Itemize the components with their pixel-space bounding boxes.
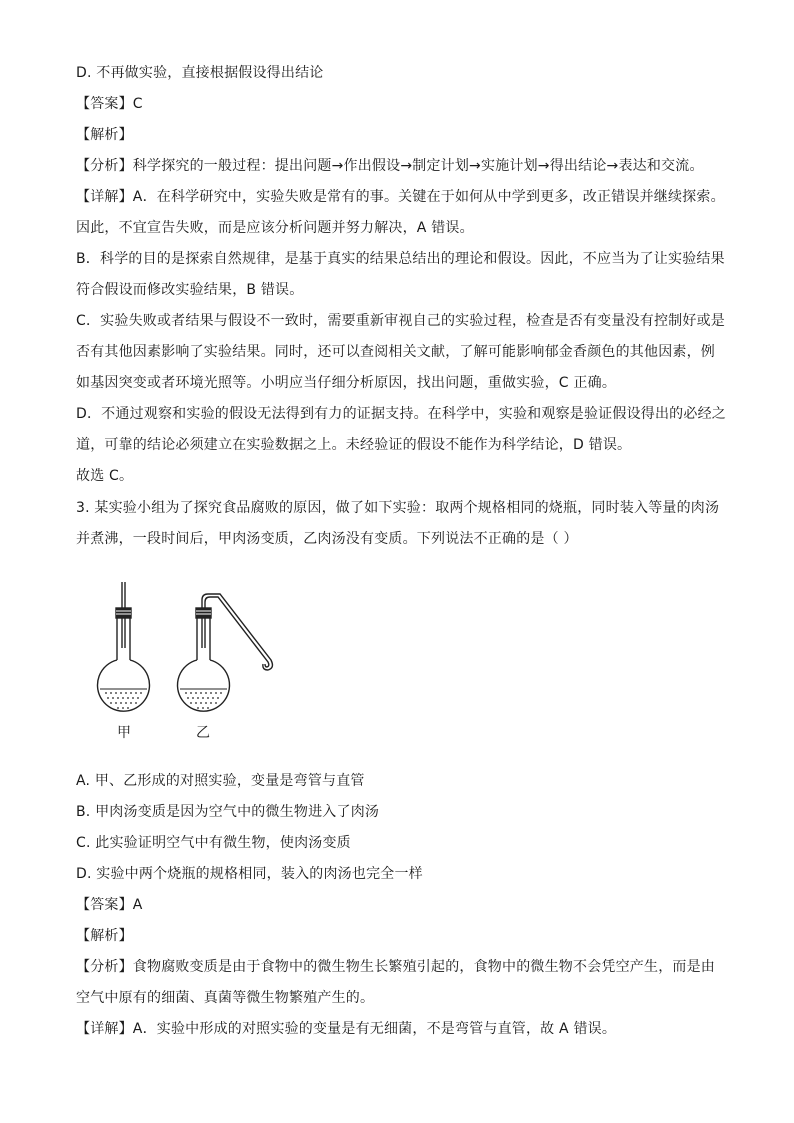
flask-label-jia: 甲 — [117, 725, 131, 741]
q2-detail-c-line1: C．实验失败或者结果与假设不一致时，需要重新审视自己的实验过程，检查是否有变量没有控制好或是 — [76, 313, 725, 329]
flask-label-yi: 乙 — [196, 725, 210, 741]
broth-jia — [105, 692, 142, 709]
broth-yi — [185, 692, 222, 709]
q2-detail-c-line2: 否有其他因素影响了实验结果。同时，还可以查阅相关文献，了解可能影响郁金香颜色的其他因素，例 — [76, 344, 715, 360]
q2-conclusion: 故选 C。 — [76, 468, 134, 484]
q3-stem-line2: 并煮沸，一段时间后，甲肉汤变质，乙肉汤没有变质。下列说法不正确的是（ ） — [76, 531, 578, 547]
q3-option-d: D. 实验中两个烧瓶的规格相同，装入的肉汤也完全一样 — [76, 866, 423, 882]
q3-answer: 【答案】A — [76, 897, 143, 913]
q2-option-d: D. 不再做实验，直接根据假设得出结论 — [76, 65, 324, 81]
q3-option-c: C. 此实验证明空气中有微生物，使肉汤变质 — [76, 835, 351, 851]
q3-option-b: B. 甲肉汤变质是因为空气中的微生物进入了肉汤 — [76, 804, 380, 820]
flask-experiment-figure — [96, 578, 286, 746]
q2-analysis-intro: 【分析】科学探究的一般过程：提出问题→作出假设→制定计划→实施计划→得出结论→表达和交流。 — [76, 158, 704, 174]
q2-detail-c-line3: 如基因突变或者环境光照等。小明应当仔细分析原因，找出问题，重做实验，C 正确。 — [76, 375, 617, 391]
q3-analysis-intro-line2: 空气中原有的细菌、真菌等微生物繁殖产生的。 — [76, 990, 375, 1006]
q2-detail-b-line1: B．科学的目的是探索自然规律，是基于真实的结果总结出的理论和假设。因此，不应当为了让实验结果 — [76, 251, 725, 267]
flask-diagram — [96, 578, 286, 718]
q2-analysis-title: 【解析】 — [76, 127, 133, 143]
q2-detail-a-line2: 因此，不宜宣告失败，而是应该分析问题并努力解决，A 错误。 — [76, 220, 474, 236]
flask-jia — [98, 582, 150, 711]
q2-detail-a-line1: 【详解】A．在科学研究中，实验失败是常有的事。关键在于如何从中学到更多，改正错误并继续探索。 — [76, 189, 725, 205]
q2-detail-d-line2: 道，可靠的结论必须建立在实验数据之上。未经验证的假设不能作为科学结论，D 错误。 — [76, 437, 632, 453]
q3-detail-a: 【详解】A．实验中形成的对照实验的变量是有无细菌，不是弯管与直管，故 A 错误。 — [76, 1021, 617, 1037]
q2-answer: 【答案】C — [76, 96, 143, 112]
flask-yi — [178, 594, 273, 711]
q2-detail-d-line1: D．不通过观察和实验的假设无法得到有力的证据支持。在科学中，实验和观察是验证假设得出的必经之 — [76, 406, 726, 422]
q3-stem-line1: 3. 某实验小组为了探究食品腐败的原因，做了如下实验：取两个规格相同的烧瓶，同时装入等量的肉汤 — [76, 500, 720, 516]
q3-analysis-intro-line1: 【分析】食物腐败变质是由于食物中的微生物生长繁殖引起的，食物中的微生物不会凭空产生，而是由 — [76, 959, 715, 975]
q2-detail-b-line2: 符合假设而修改实验结果，B 错误。 — [76, 282, 304, 298]
q3-option-a: A. 甲、乙形成的对照实验，变量是弯管与直管 — [76, 773, 365, 789]
q3-analysis-title: 【解析】 — [76, 928, 133, 944]
